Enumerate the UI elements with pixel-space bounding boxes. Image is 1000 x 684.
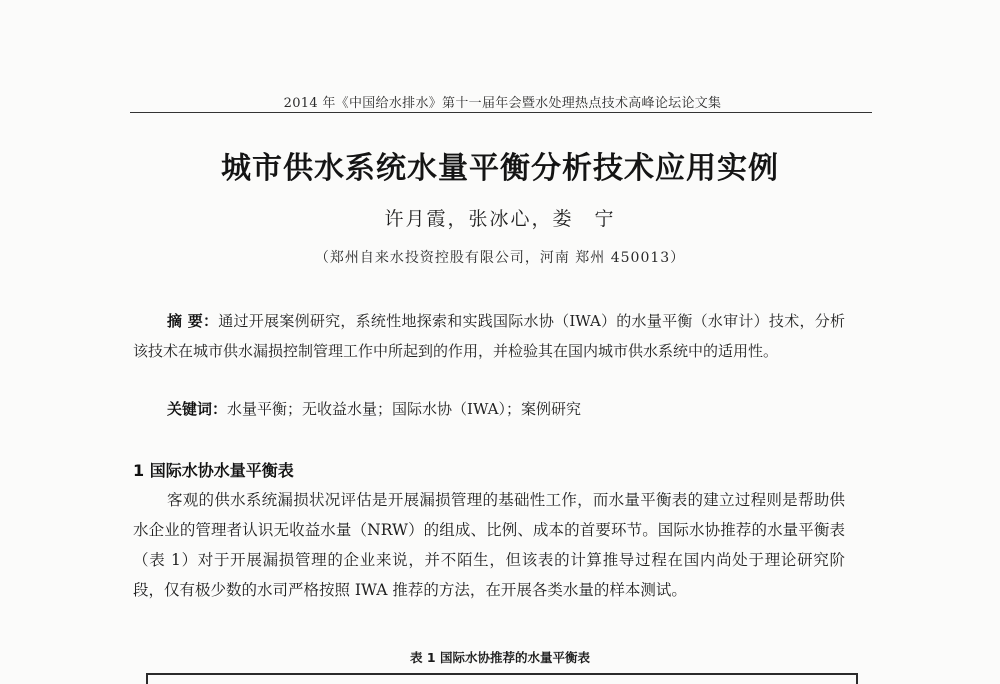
table-border — [146, 673, 858, 684]
header-rule — [130, 112, 872, 113]
abstract-label: 摘 要： — [167, 312, 219, 330]
authors: 许月霞，张冰心，娄 宁 — [384, 208, 616, 230]
running-header: 2014 年《中国给水排水》第十一届年会暨水处理热点技术高峰论坛论文集 — [283, 96, 722, 111]
affiliation: （郑州自来水投资控股有限公司，河南 郑州 450013） — [314, 250, 686, 266]
abstract — [133, 306, 845, 366]
table-caption: 表 1 国际水协推荐的水量平衡表 — [410, 650, 590, 665]
abstract-text: 通过开展案例研究，系统性地探索和实践国际水协（IWA）的水量平衡（水审计）技术，分析该技术在城市供水漏损控制管理工作中所起到的作用，并检验其在国内城市供水系统中的适用性。 — [133, 312, 845, 360]
keywords-label: 关键词： — [167, 400, 228, 418]
article-title: 城市供水系统水量平衡分析技术应用实例 — [221, 151, 779, 186]
keywords-text: 水量平衡；无收益水量；国际水协（IWA）；案例研究 — [227, 400, 581, 418]
section-heading: 1 国际水协水量平衡表 — [133, 461, 294, 480]
keywords — [167, 397, 847, 421]
section-paragraph: 客观的供水系统漏损状况评估是开展漏损管理的基础性工作，而水量平衡表的建立过程则是帮助供水企业的管理者认识无收益水量（NRW）的组成、比例、成本的首要环节。国际水协推荐的水量平衡表（表 1）对于开展漏损管理的企业来说，并不陌生，但该表的计算推导过程在国内尚处于理论研究阶段，仅有极少数的水司严格按照 IWA 推荐的方法，在开展各类水量的样本测试。 — [133, 491, 845, 599]
